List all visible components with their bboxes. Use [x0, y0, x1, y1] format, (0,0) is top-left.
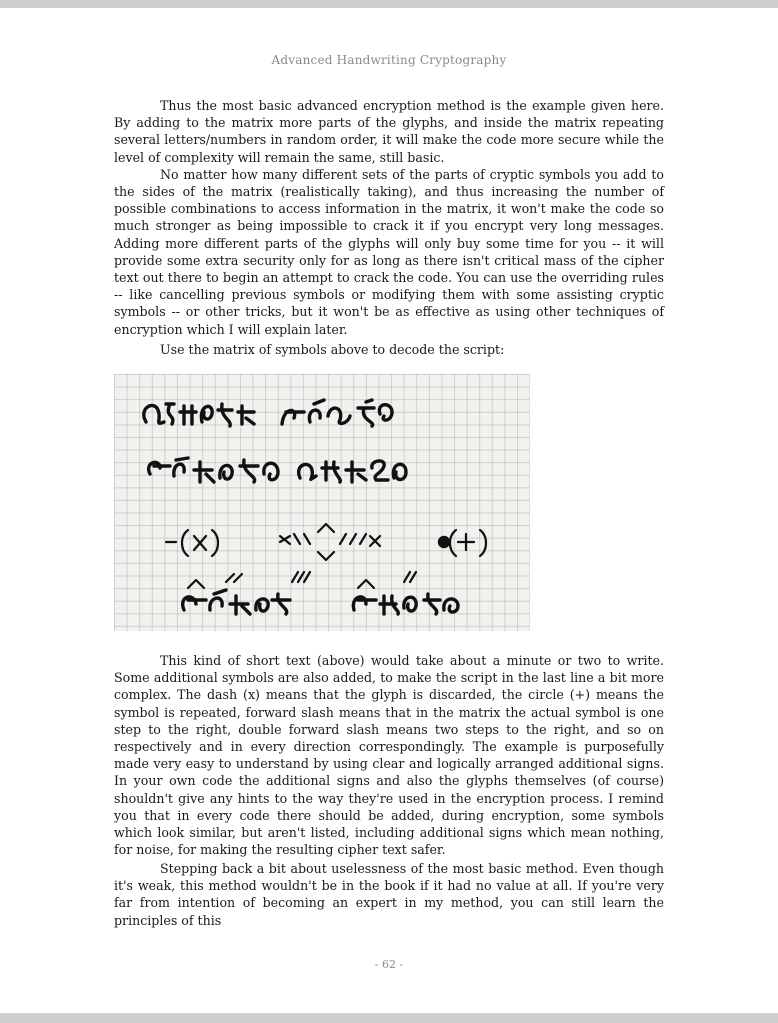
paragraph: No matter how many different sets of the parts of cryptic symbols you add to the sides of the matrix (realistically taking), and thus increasing the number of possible combinations to access information in the matrix, it won't make the code so much stronger as being impossible to crack it if you encrypt very long messages. Adding more different parts of the glyphs will only buy some time for you -- it will provide some extra security only for as long as there isn't critical mass of the cipher text out there to begin an attempt to crack the code. You can use the overriding rules -- like cancelling previous symbols or modifying them with some assisting cryptic symbols -- or other tricks, but it won't be as effective as using other techniques of encryption which I will explain later. — [114, 166, 664, 337]
running-header: Advanced Handwriting Cryptography — [271, 53, 507, 67]
glyph-row-3 — [166, 524, 486, 560]
page-number: - 62 - — [374, 958, 404, 971]
paragraph: Thus the most basic advanced encryption method is the example given here. By adding to the matrix more parts of the glyphs, and inside the matrix repeating several letters/numbers in random order, it will make the code more secure while the level of complexity will remain the same, still basic. — [114, 98, 664, 165]
glyph-row-2 — [149, 458, 406, 482]
text-block-intro — [114, 97, 664, 338]
book-page — [0, 8, 778, 1013]
handwritten-script-photo — [114, 374, 530, 631]
paragraph: Use the matrix of symbols above to decode the script: — [160, 342, 505, 357]
paragraph: Stepping back a bit about uselessness of the most basic method. Even though it's weak, this method wouldn't be in the book if it had no value at all. If you're very far from intention of becoming an expert in my method, you can still learn the principles of this — [114, 861, 664, 928]
paragraph: This kind of short text (above) would take about a minute or two to write. Some additional symbols are also added, to make the script in the last line a bit more complex. The dash (x) means that the glyph is discarded, the circle (+) means the symbol is repeated, forward slash means that in the matrix the actual symbol is one step to the right, double forward slash means two steps to the right, and so on respectively and in every direction correspondingly. The example is purposefully made very easy to understand by using clear and logically arranged additional signs. In your own code the additional signs and also the glyphs themselves (of course) shouldn't give any hints to the way they're used in the encryption process. I remind you that in every code there should be added, during encryption, some symbols which look similar, but aren't listed, including additional signs which mean nothing, for noise, for making the resulting cipher text safer. — [114, 653, 664, 858]
text-block-instruction — [114, 341, 664, 358]
cipher-glyphs — [114, 374, 530, 631]
glyph-row-4 — [183, 572, 458, 614]
glyph-row-1 — [144, 400, 392, 426]
text-block-continuation — [114, 860, 664, 929]
text-block-explanation — [114, 652, 664, 858]
